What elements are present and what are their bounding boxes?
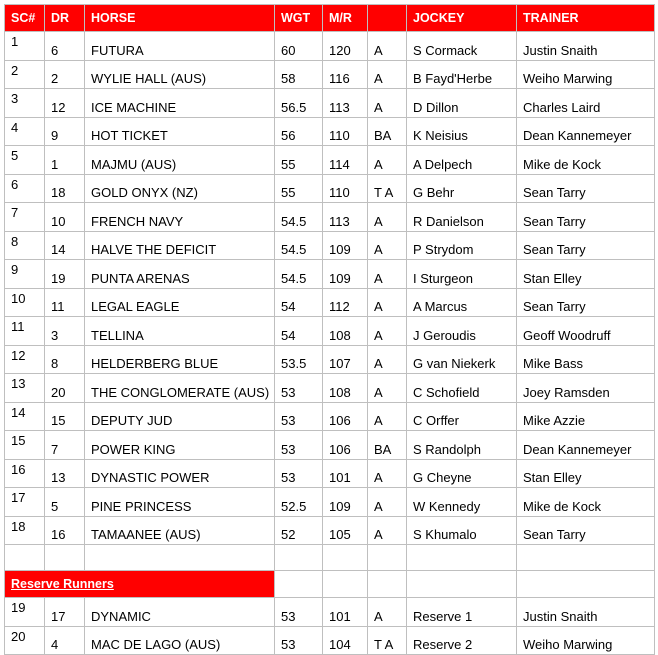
cell-draw: 18 (45, 174, 85, 203)
cell-sc: 13 (5, 374, 45, 403)
cell-sc: 11 (5, 317, 45, 346)
cell-horse: HOT TICKET (85, 117, 275, 146)
cell-sc: 17 (5, 488, 45, 517)
cell-weight: 52.5 (275, 488, 323, 517)
cell-sc: 15 (5, 431, 45, 460)
blank-cell (323, 571, 368, 598)
cell-weight: 58 (275, 60, 323, 89)
cell-draw: 10 (45, 203, 85, 232)
cell-draw: 19 (45, 260, 85, 289)
cell-merit-rating: 106 (323, 431, 368, 460)
cell-sc: 14 (5, 402, 45, 431)
cell-merit-rating: 110 (323, 117, 368, 146)
cell-weight: 53 (275, 459, 323, 488)
cell-sc: 18 (5, 516, 45, 545)
header-jockey: JOCKEY (407, 5, 517, 32)
cell-weight: 53.5 (275, 345, 323, 374)
cell-draw: 16 (45, 516, 85, 545)
cell-jockey: R Danielson (407, 203, 517, 232)
cell-sc: 8 (5, 231, 45, 260)
cell-weight: 55 (275, 174, 323, 203)
header-equipment (368, 5, 407, 32)
cell-merit-rating: 114 (323, 146, 368, 175)
cell-equipment: A (368, 288, 407, 317)
cell-sc: 4 (5, 117, 45, 146)
cell-sc: 12 (5, 345, 45, 374)
cell-jockey: S Cormack (407, 32, 517, 61)
cell-trainer: Justin Snaith (517, 598, 655, 627)
cell-weight: 60 (275, 32, 323, 61)
cell-merit-rating: 108 (323, 317, 368, 346)
cell-draw: 1 (45, 146, 85, 175)
cell-equipment: T A (368, 174, 407, 203)
cell-jockey: D Dillon (407, 89, 517, 118)
cell-horse: HELDERBERG BLUE (85, 345, 275, 374)
cell-equipment: A (368, 516, 407, 545)
cell-trainer: Sean Tarry (517, 174, 655, 203)
cell-draw: 7 (45, 431, 85, 460)
cell-horse: FRENCH NAVY (85, 203, 275, 232)
cell-weight: 53 (275, 402, 323, 431)
header-mr: M/R (323, 5, 368, 32)
cell-merit-rating: 104 (323, 626, 368, 655)
cell-horse: DYNAMIC (85, 598, 275, 627)
cell-draw: 4 (45, 626, 85, 655)
cell-trainer: Mike Azzie (517, 402, 655, 431)
header-dr: DR (45, 5, 85, 32)
cell-sc: 3 (5, 89, 45, 118)
cell-weight: 53 (275, 374, 323, 403)
cell-merit-rating: 109 (323, 260, 368, 289)
cell-merit-rating: 113 (323, 203, 368, 232)
cell-sc: 20 (5, 626, 45, 655)
reserve-runners-label: Reserve Runners (5, 571, 275, 598)
cell-equipment: A (368, 60, 407, 89)
cell-draw: 6 (45, 32, 85, 61)
header-trainer: TRAINER (517, 5, 655, 32)
cell-horse: TAMAANEE (AUS) (85, 516, 275, 545)
blank-cell (517, 571, 655, 598)
blank-cell (85, 545, 275, 571)
cell-horse: ICE MACHINE (85, 89, 275, 118)
blank-cell (5, 545, 45, 571)
cell-horse: MAJMU (AUS) (85, 146, 275, 175)
cell-trainer: Sean Tarry (517, 516, 655, 545)
cell-trainer: Geoff Woodruff (517, 317, 655, 346)
reserve-row (5, 598, 655, 627)
cell-weight: 55 (275, 146, 323, 175)
cell-jockey: W Kennedy (407, 488, 517, 517)
cell-horse: TELLINA (85, 317, 275, 346)
cell-trainer: Dean Kannemeyer (517, 431, 655, 460)
table-row (5, 288, 655, 317)
table-row (5, 60, 655, 89)
blank-cell (275, 545, 323, 571)
cell-horse: POWER KING (85, 431, 275, 460)
cell-merit-rating: 109 (323, 231, 368, 260)
runners-table-body (5, 5, 655, 655)
header-wgt: WGT (275, 5, 323, 32)
cell-horse: HALVE THE DEFICIT (85, 231, 275, 260)
cell-weight: 56.5 (275, 89, 323, 118)
cell-merit-rating: 101 (323, 598, 368, 627)
cell-sc: 7 (5, 203, 45, 232)
cell-sc: 6 (5, 174, 45, 203)
cell-equipment: A (368, 203, 407, 232)
cell-horse: PUNTA ARENAS (85, 260, 275, 289)
cell-jockey: B Fayd'Herbe (407, 60, 517, 89)
cell-merit-rating: 108 (323, 374, 368, 403)
table-row (5, 431, 655, 460)
cell-jockey: Reserve 2 (407, 626, 517, 655)
cell-jockey: P Strydom (407, 231, 517, 260)
cell-trainer: Mike de Kock (517, 146, 655, 175)
cell-draw: 11 (45, 288, 85, 317)
cell-merit-rating: 112 (323, 288, 368, 317)
cell-trainer: Dean Kannemeyer (517, 117, 655, 146)
table-row (5, 174, 655, 203)
table-row (5, 516, 655, 545)
cell-horse: WYLIE HALL (AUS) (85, 60, 275, 89)
cell-merit-rating: 116 (323, 60, 368, 89)
cell-jockey: G Behr (407, 174, 517, 203)
cell-jockey: Reserve 1 (407, 598, 517, 627)
cell-sc: 16 (5, 459, 45, 488)
cell-jockey: C Orffer (407, 402, 517, 431)
blank-cell (275, 571, 323, 598)
cell-equipment: A (368, 488, 407, 517)
cell-draw: 20 (45, 374, 85, 403)
cell-jockey: J Geroudis (407, 317, 517, 346)
cell-equipment: A (368, 260, 407, 289)
cell-draw: 14 (45, 231, 85, 260)
cell-horse: PINE PRINCESS (85, 488, 275, 517)
cell-jockey: I Sturgeon (407, 260, 517, 289)
header-sc: SC# (5, 5, 45, 32)
table-row (5, 374, 655, 403)
cell-equipment: A (368, 32, 407, 61)
table-row (5, 317, 655, 346)
cell-weight: 54 (275, 317, 323, 346)
cell-merit-rating: 110 (323, 174, 368, 203)
cell-trainer: Sean Tarry (517, 203, 655, 232)
cell-merit-rating: 120 (323, 32, 368, 61)
cell-jockey: C Schofield (407, 374, 517, 403)
cell-equipment: A (368, 317, 407, 346)
table-row (5, 459, 655, 488)
blank-cell (368, 545, 407, 571)
cell-weight: 54.5 (275, 260, 323, 289)
cell-equipment: A (368, 146, 407, 175)
cell-draw: 17 (45, 598, 85, 627)
blank-cell (45, 545, 85, 571)
reserve-header-row (5, 571, 655, 598)
cell-weight: 54 (275, 288, 323, 317)
table-row (5, 345, 655, 374)
cell-merit-rating: 109 (323, 488, 368, 517)
table-row (5, 402, 655, 431)
table-row (5, 260, 655, 289)
cell-weight: 54.5 (275, 203, 323, 232)
blank-cell (407, 545, 517, 571)
cell-equipment: BA (368, 117, 407, 146)
cell-weight: 53 (275, 598, 323, 627)
cell-trainer: Mike de Kock (517, 488, 655, 517)
cell-merit-rating: 101 (323, 459, 368, 488)
cell-sc: 5 (5, 146, 45, 175)
runners-table (4, 4, 655, 655)
blank-cell (517, 545, 655, 571)
reserve-row (5, 626, 655, 655)
cell-draw: 13 (45, 459, 85, 488)
cell-trainer: Sean Tarry (517, 288, 655, 317)
blank-row (5, 545, 655, 571)
cell-horse: GOLD ONYX (NZ) (85, 174, 275, 203)
cell-sc: 19 (5, 598, 45, 627)
table-row (5, 488, 655, 517)
cell-trainer: Weiho Marwing (517, 626, 655, 655)
table-row (5, 231, 655, 260)
cell-trainer: Justin Snaith (517, 32, 655, 61)
cell-jockey: A Delpech (407, 146, 517, 175)
race-card (4, 4, 654, 655)
cell-equipment: BA (368, 431, 407, 460)
cell-jockey: S Randolph (407, 431, 517, 460)
cell-equipment: A (368, 459, 407, 488)
cell-sc: 9 (5, 260, 45, 289)
cell-merit-rating: 105 (323, 516, 368, 545)
cell-equipment: A (368, 345, 407, 374)
cell-weight: 53 (275, 431, 323, 460)
cell-trainer: Stan Elley (517, 459, 655, 488)
header-row (5, 5, 655, 32)
cell-weight: 52 (275, 516, 323, 545)
cell-jockey: G Cheyne (407, 459, 517, 488)
cell-equipment: A (368, 231, 407, 260)
cell-equipment: T A (368, 626, 407, 655)
cell-equipment: A (368, 402, 407, 431)
cell-horse: FUTURA (85, 32, 275, 61)
cell-sc: 1 (5, 32, 45, 61)
cell-jockey: G van Niekerk (407, 345, 517, 374)
blank-cell (368, 571, 407, 598)
cell-merit-rating: 107 (323, 345, 368, 374)
header-horse: HORSE (85, 5, 275, 32)
cell-sc: 2 (5, 60, 45, 89)
cell-equipment: A (368, 598, 407, 627)
cell-horse: LEGAL EAGLE (85, 288, 275, 317)
cell-weight: 53 (275, 626, 323, 655)
cell-jockey: S Khumalo (407, 516, 517, 545)
cell-trainer: Joey Ramsden (517, 374, 655, 403)
cell-weight: 54.5 (275, 231, 323, 260)
cell-jockey: A Marcus (407, 288, 517, 317)
cell-draw: 3 (45, 317, 85, 346)
cell-draw: 2 (45, 60, 85, 89)
cell-merit-rating: 113 (323, 89, 368, 118)
cell-jockey: K Neisius (407, 117, 517, 146)
table-row (5, 203, 655, 232)
cell-trainer: Mike Bass (517, 345, 655, 374)
cell-sc: 10 (5, 288, 45, 317)
cell-horse: DYNASTIC POWER (85, 459, 275, 488)
cell-equipment: A (368, 374, 407, 403)
cell-horse: THE CONGLOMERATE (AUS) (85, 374, 275, 403)
table-row (5, 146, 655, 175)
cell-trainer: Weiho Marwing (517, 60, 655, 89)
cell-draw: 8 (45, 345, 85, 374)
cell-draw: 15 (45, 402, 85, 431)
blank-cell (323, 545, 368, 571)
cell-horse: MAC DE LAGO (AUS) (85, 626, 275, 655)
cell-weight: 56 (275, 117, 323, 146)
cell-trainer: Sean Tarry (517, 231, 655, 260)
table-row (5, 32, 655, 61)
cell-trainer: Charles Laird (517, 89, 655, 118)
cell-horse: DEPUTY JUD (85, 402, 275, 431)
cell-equipment: A (368, 89, 407, 118)
cell-trainer: Stan Elley (517, 260, 655, 289)
cell-draw: 5 (45, 488, 85, 517)
cell-merit-rating: 106 (323, 402, 368, 431)
table-row (5, 89, 655, 118)
table-row (5, 117, 655, 146)
blank-cell (407, 571, 517, 598)
cell-draw: 12 (45, 89, 85, 118)
cell-draw: 9 (45, 117, 85, 146)
